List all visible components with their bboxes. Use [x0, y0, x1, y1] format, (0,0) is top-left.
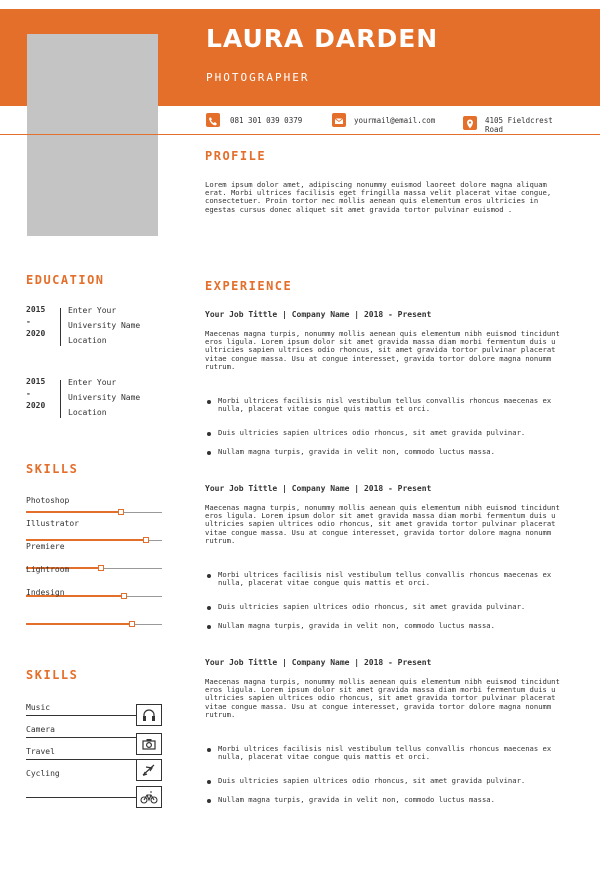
education-heading: EDUCATION [26, 273, 105, 287]
location-pin-icon [463, 116, 477, 130]
job-bullet: Duis ultricies sapien ultrices odio rhoncus, sit amet gravida pulvinar. [218, 428, 526, 437]
bullet-dot [207, 606, 211, 610]
hobbies-heading: SKILLS [26, 668, 79, 682]
phone-icon [206, 113, 220, 127]
education-dash: - [26, 389, 31, 398]
profile-heading: PROFILE [205, 149, 267, 163]
job-description: Maecenas magna turpis, nonummy mollis aenean quis elementum nibh euismod tincidunt eros ligula. Lorem ipsum dolor sit amet gravida massa diam morbi fermentum duis u ultricies sapien ultrices odio rhoncus, sit amet gravida tortor pulvinar placerat vitae congue massa. Usu at congue interesset, gravida tortor dolore magna nonumm rutrum. [205, 677, 560, 719]
education-dash: - [26, 317, 31, 326]
education-divider [60, 380, 61, 418]
education-location: Location [68, 336, 107, 345]
bullet-dot [207, 748, 211, 752]
skill-bar-fill [26, 511, 121, 513]
job-bullet: Nullam magna turpis, gravida in velit non, commodo luctus massa. [218, 621, 495, 630]
education-entry-2 [26, 376, 45, 412]
skill-label: Photoshop [26, 496, 70, 505]
profile-photo-placeholder [27, 34, 158, 236]
education-university: University Name [68, 393, 141, 402]
job-title: Your Job Tittle | Company Name | 2018 - Present [205, 310, 432, 319]
person-title: PHOTOGRAPHER [206, 71, 310, 84]
education-details-2 [68, 375, 140, 420]
hobby-label-camera: Camera [26, 725, 55, 734]
education-location: Location [68, 408, 107, 417]
hobby-label-music: Music [26, 703, 51, 712]
bullet-dot [207, 432, 211, 436]
education-line1: Enter Your [68, 306, 117, 315]
job-description: Maecenas magna turpis, nonummy mollis aenean quis elementum nibh euismod tincidunt eros ligula. Lorem ipsum dolor sit amet gravida massa diam morbi fermentum duis u ultricies sapien ultrices odio rhoncus, sit amet gravida tortor pulvinar placerat vitae congue massa. Usu at congue interesset, gravida tortor dolore magna nonumm rutrum. [205, 503, 560, 545]
skill-label: Lightroom [26, 565, 70, 574]
education-end-year: 2020 [26, 401, 46, 410]
bullet-dot [207, 799, 211, 803]
job-bullet: Morbi ultrices facilisis nisl vestibulum tellus convallis rhoncus maecenas ex nulla, placerat vitae congue quis mattis et orci. [218, 744, 552, 762]
skill-label: Indesign [26, 588, 65, 597]
bullet-dot [207, 574, 211, 578]
job-title: Your Job Tittle | Company Name | 2018 - Present [205, 484, 432, 493]
education-line1: Enter Your [68, 378, 117, 387]
skills-heading: SKILLS [26, 462, 79, 476]
skill-bar-fill [26, 539, 146, 541]
email-icon [332, 113, 346, 127]
bullet-dot [207, 625, 211, 629]
experience-heading: EXPERIENCE [205, 279, 293, 293]
bicycle-icon [136, 786, 162, 808]
job-bullet: Morbi ultrices facilisis nisl vestibulum tellus convallis rhoncus maecenas ex nulla, placerat vitae congue quis mattis et orci. [218, 570, 552, 588]
education-start-year: 2015 [26, 377, 46, 386]
job-bullet: Morbi ultrices facilisis nisl vestibulum tellus convallis rhoncus maecenas ex nulla, placerat vitae congue quis mattis et orci. [218, 396, 552, 414]
bullet-dot [207, 451, 211, 455]
job-bullet: Duis ultricies sapien ultrices odio rhoncus, sit amet gravida pulvinar. [218, 776, 526, 785]
skill-label: Premiere [26, 542, 65, 551]
person-name: LAURA DARDEN [206, 24, 439, 53]
education-start-year: 2015 [26, 305, 46, 314]
email-address: yourmail@email.com [354, 116, 436, 125]
skill-bar-knob [143, 537, 149, 543]
job-bullet: Nullam magna turpis, gravida in velit non, commodo luctus massa. [218, 447, 495, 456]
skill-bar-fill [26, 623, 132, 625]
phone-number: 081 301 039 0379 [230, 116, 303, 125]
hobby-label-travel: Travel [26, 747, 55, 756]
hobby-line [26, 715, 136, 716]
hobby-line [26, 737, 136, 738]
profile-text: Lorem ipsum dolor amet, adipiscing nonummy euismod laoreet dolore magna aliquam erat. Morbi ultrices facilisis eget fringilla massa velit placerat vitae congue, consectetuer. Proin tortor nec mollis aenean quis elementum eros ultricies in egestas cursus donec aliquet sit amet gravida tortor pulvinar euismod . [205, 180, 552, 214]
education-details-1 [68, 303, 140, 348]
camera-icon [136, 733, 162, 755]
skill-bar-knob [129, 621, 135, 627]
skill-label: Illustrator [26, 519, 79, 528]
education-university: University Name [68, 321, 141, 330]
education-end-year: 2020 [26, 329, 46, 338]
education-divider [60, 308, 61, 346]
headphones-icon [136, 704, 162, 726]
skill-bar-knob [98, 565, 104, 571]
bullet-dot [207, 780, 211, 784]
hobby-line [26, 797, 136, 798]
skill-bar-knob [121, 593, 127, 599]
job-description: Maecenas magna turpis, nonummy mollis aenean quis elementum nibh euismod tincidunt eros ligula. Lorem ipsum dolor sit amet gravida massa diam morbi fermentum duis u ultricies sapien ultrices odio rhoncus, sit amet gravida tortor pulvinar placerat vitae congue massa. Usu at congue interesset, gravida tortor dolore magna nonumm rutrum. [205, 329, 560, 371]
skill-bar-knob [118, 509, 124, 515]
hobby-line [26, 759, 136, 760]
bullet-dot [207, 400, 211, 404]
address: 4105 Fieldcrest Road [485, 116, 553, 132]
job-title: Your Job Tittle | Company Name | 2018 - Present [205, 658, 432, 667]
job-bullet: Duis ultricies sapien ultrices odio rhoncus, sit amet gravida pulvinar. [218, 602, 526, 611]
hobby-label-cycling: Cycling [26, 769, 60, 778]
job-bullet: Nullam magna turpis, gravida in velit non, commodo luctus massa. [218, 795, 495, 804]
header-divider [0, 134, 600, 135]
education-entry-1 [26, 304, 45, 340]
airplane-icon [136, 759, 162, 781]
